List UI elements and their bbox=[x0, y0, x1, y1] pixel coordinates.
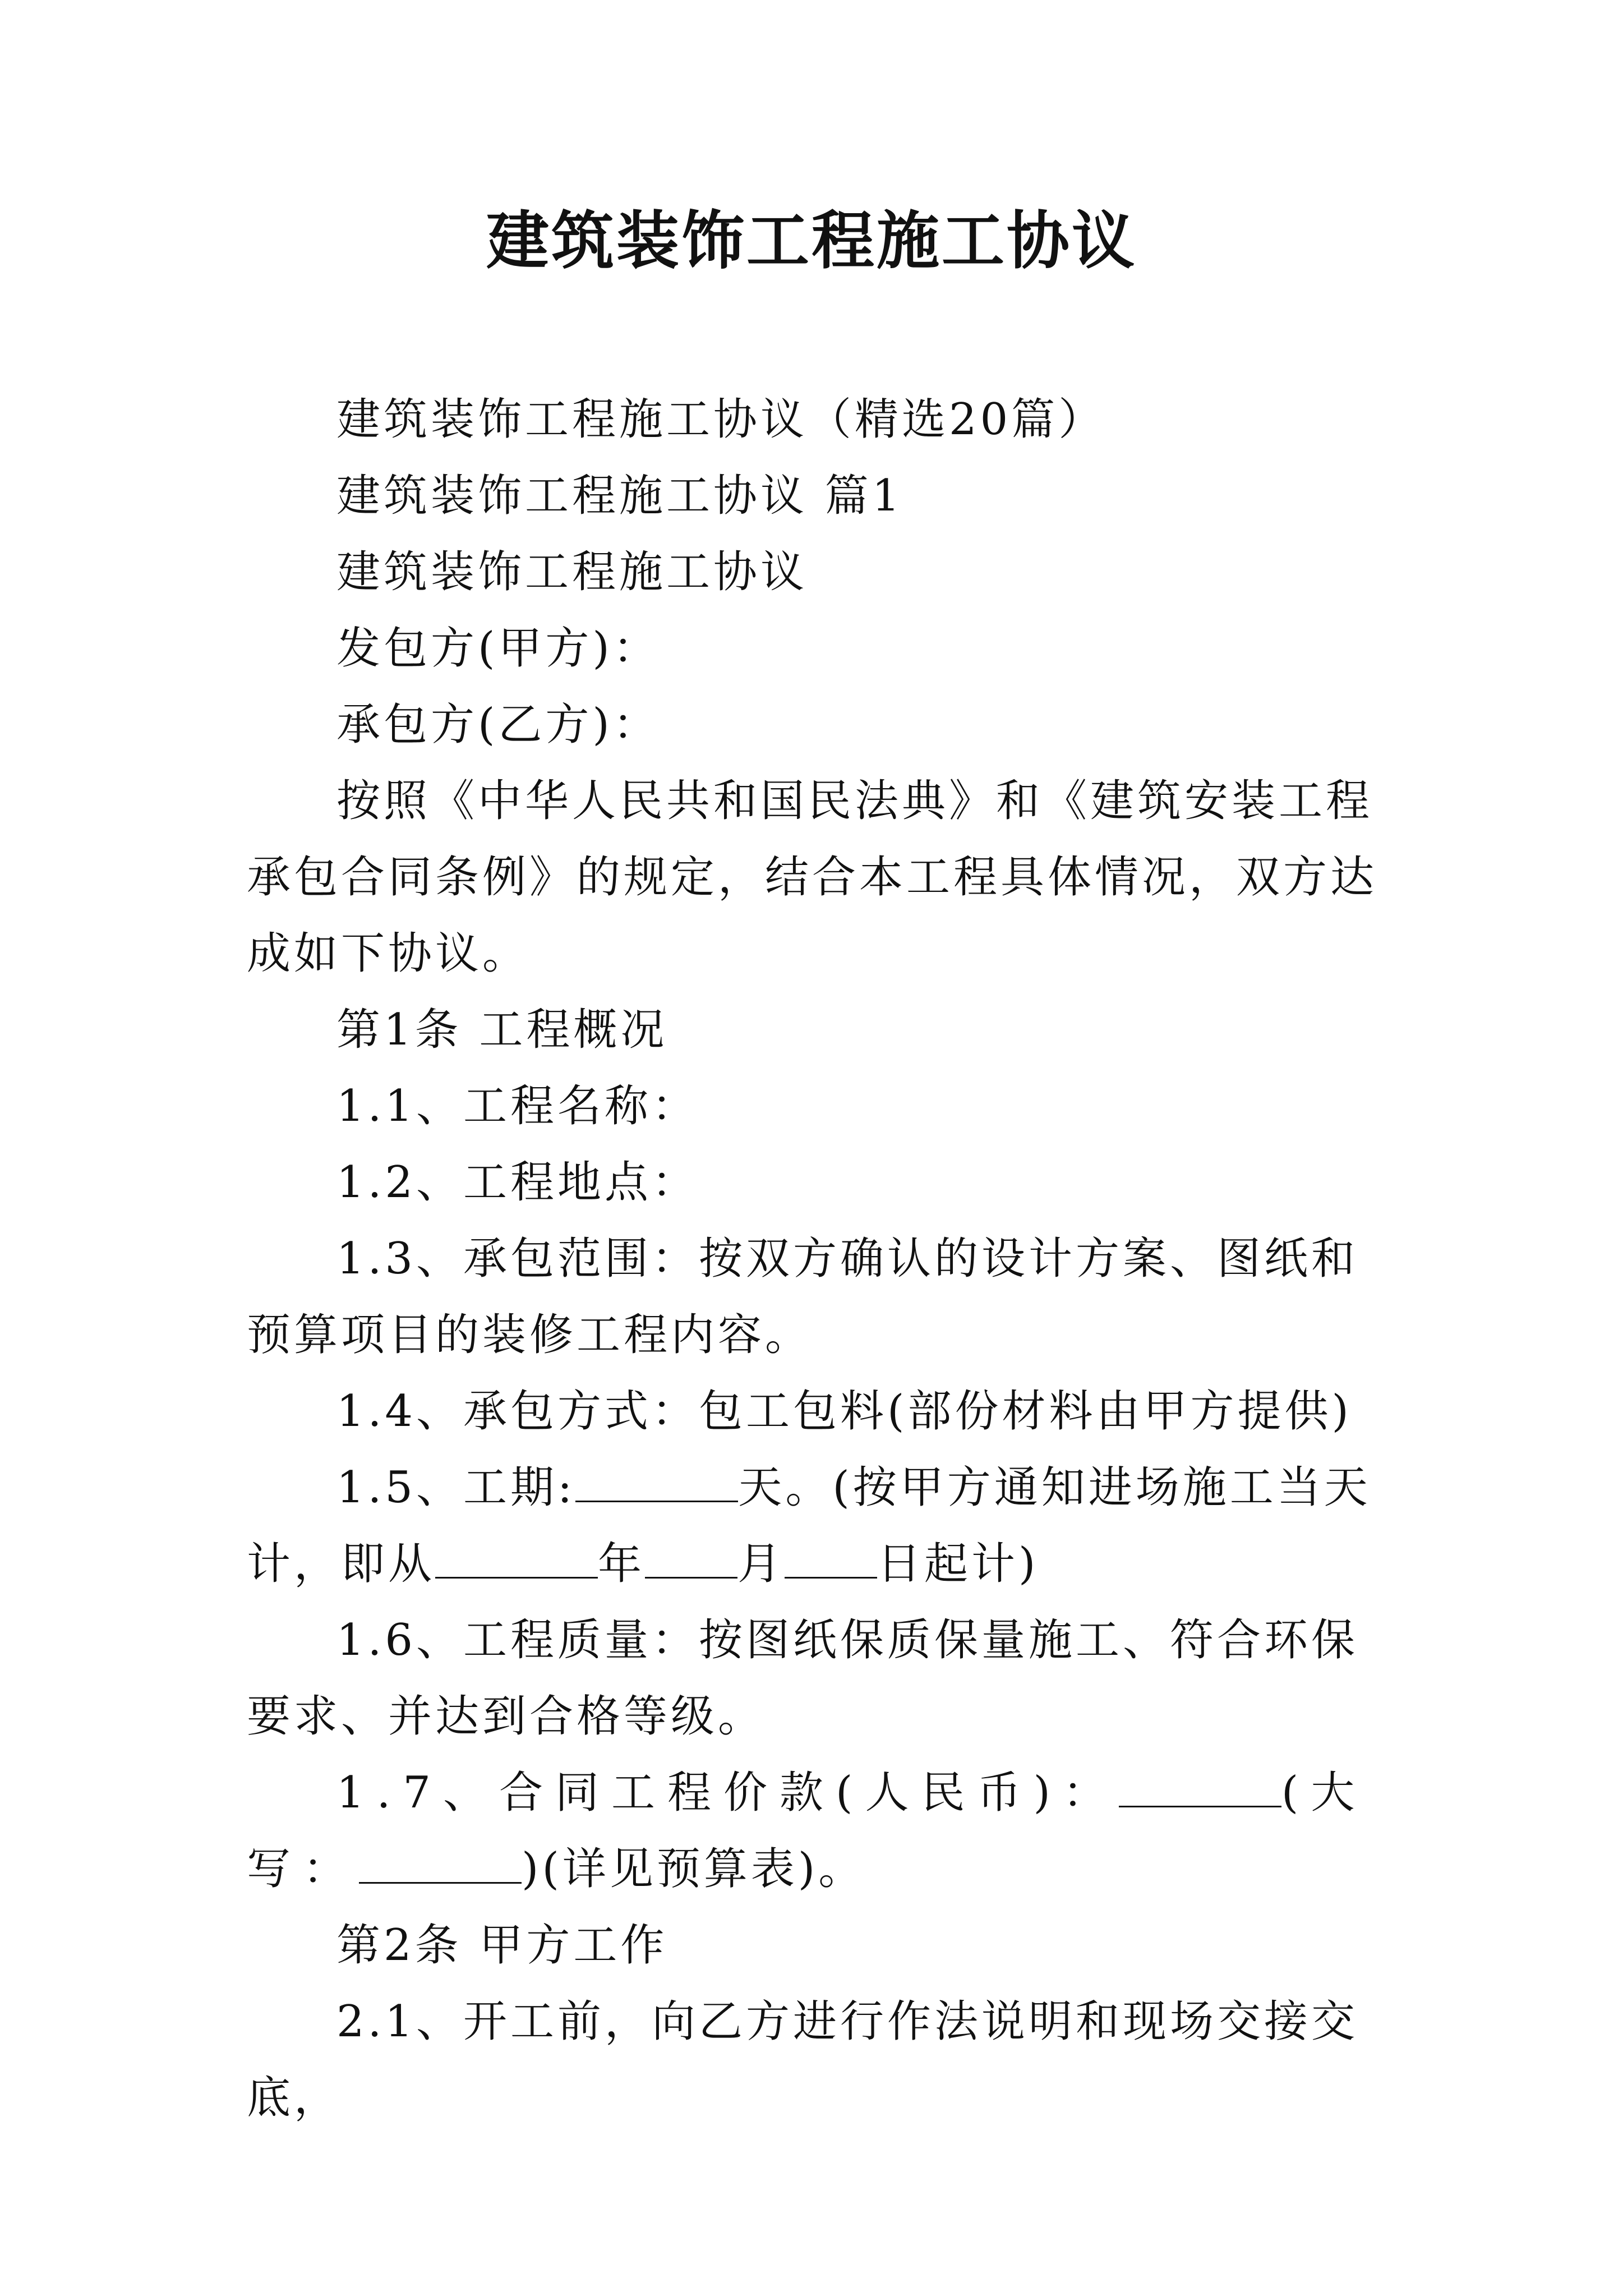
document-body bbox=[247, 381, 1391, 2136]
month-label: 月 bbox=[737, 1539, 785, 1589]
document-title: 建筑装饰工程施工协议 bbox=[486, 204, 1137, 278]
item-1-7-end: )(详见预算表)。 bbox=[522, 1844, 866, 1894]
item-1-7-label: 1.7、合同工程价款(人民币)： bbox=[336, 1768, 1119, 1818]
doc-name-line: 建筑装饰工程施工协议 bbox=[336, 547, 808, 597]
item-1-5 bbox=[247, 1450, 1391, 1602]
year-blank bbox=[435, 1538, 598, 1579]
item-1-7-uppercase: (大写： bbox=[247, 1768, 1367, 1894]
item-1-5-label: 1.5、工期: bbox=[336, 1462, 576, 1513]
item-1-1: 1.1、工程名称： bbox=[336, 1081, 699, 1131]
chapter-line: 建筑装饰工程施工协议 篇1 bbox=[336, 471, 903, 521]
item-1-6: 1.6、工程质量：按图纸保质保量施工、符合环保要求、并达到合格等级。 bbox=[247, 1615, 1359, 1742]
item-1-4: 1.4、承包方式：包工包料(部份材料由甲方提供) bbox=[336, 1386, 1352, 1437]
party-b-line: 承包方(乙方)： bbox=[336, 700, 660, 750]
month-blank bbox=[645, 1538, 737, 1579]
day-label: 日起计) bbox=[877, 1539, 1039, 1589]
article-2-heading: 第2条 甲方工作 bbox=[336, 1920, 668, 1971]
article-1-heading: 第1条 工程概况 bbox=[336, 1005, 668, 1055]
item-1-3: 1.3、承包范围：按双方确认的设计方案、图纸和预算项目的装修工程内容。 bbox=[247, 1234, 1359, 1360]
year-label: 年 bbox=[598, 1539, 645, 1589]
price-uppercase-blank bbox=[359, 1843, 522, 1884]
item-2-1: 2.1、开工前，向乙方进行作法说明和现场交接交底， bbox=[247, 1996, 1359, 2123]
party-a-line: 发包方(甲方)： bbox=[336, 623, 660, 674]
intro-paragraph: 按照《中华人民共和国民法典》和《建筑安装工程承包合同条例》的规定，结合本工程具体情况，双方达成如下协议。 bbox=[247, 776, 1378, 979]
day-blank bbox=[785, 1538, 877, 1579]
subtitle-line: 建筑装饰工程施工协议（精选20篇） bbox=[336, 394, 1106, 445]
item-1-7 bbox=[247, 1755, 1391, 1907]
duration-blank bbox=[575, 1461, 738, 1502]
price-blank bbox=[1119, 1766, 1281, 1807]
item-1-2: 1.2、工程地点： bbox=[336, 1157, 699, 1208]
item-1-5-text: 天。(按甲方通知进场施工当天计，即从 bbox=[247, 1462, 1371, 1589]
